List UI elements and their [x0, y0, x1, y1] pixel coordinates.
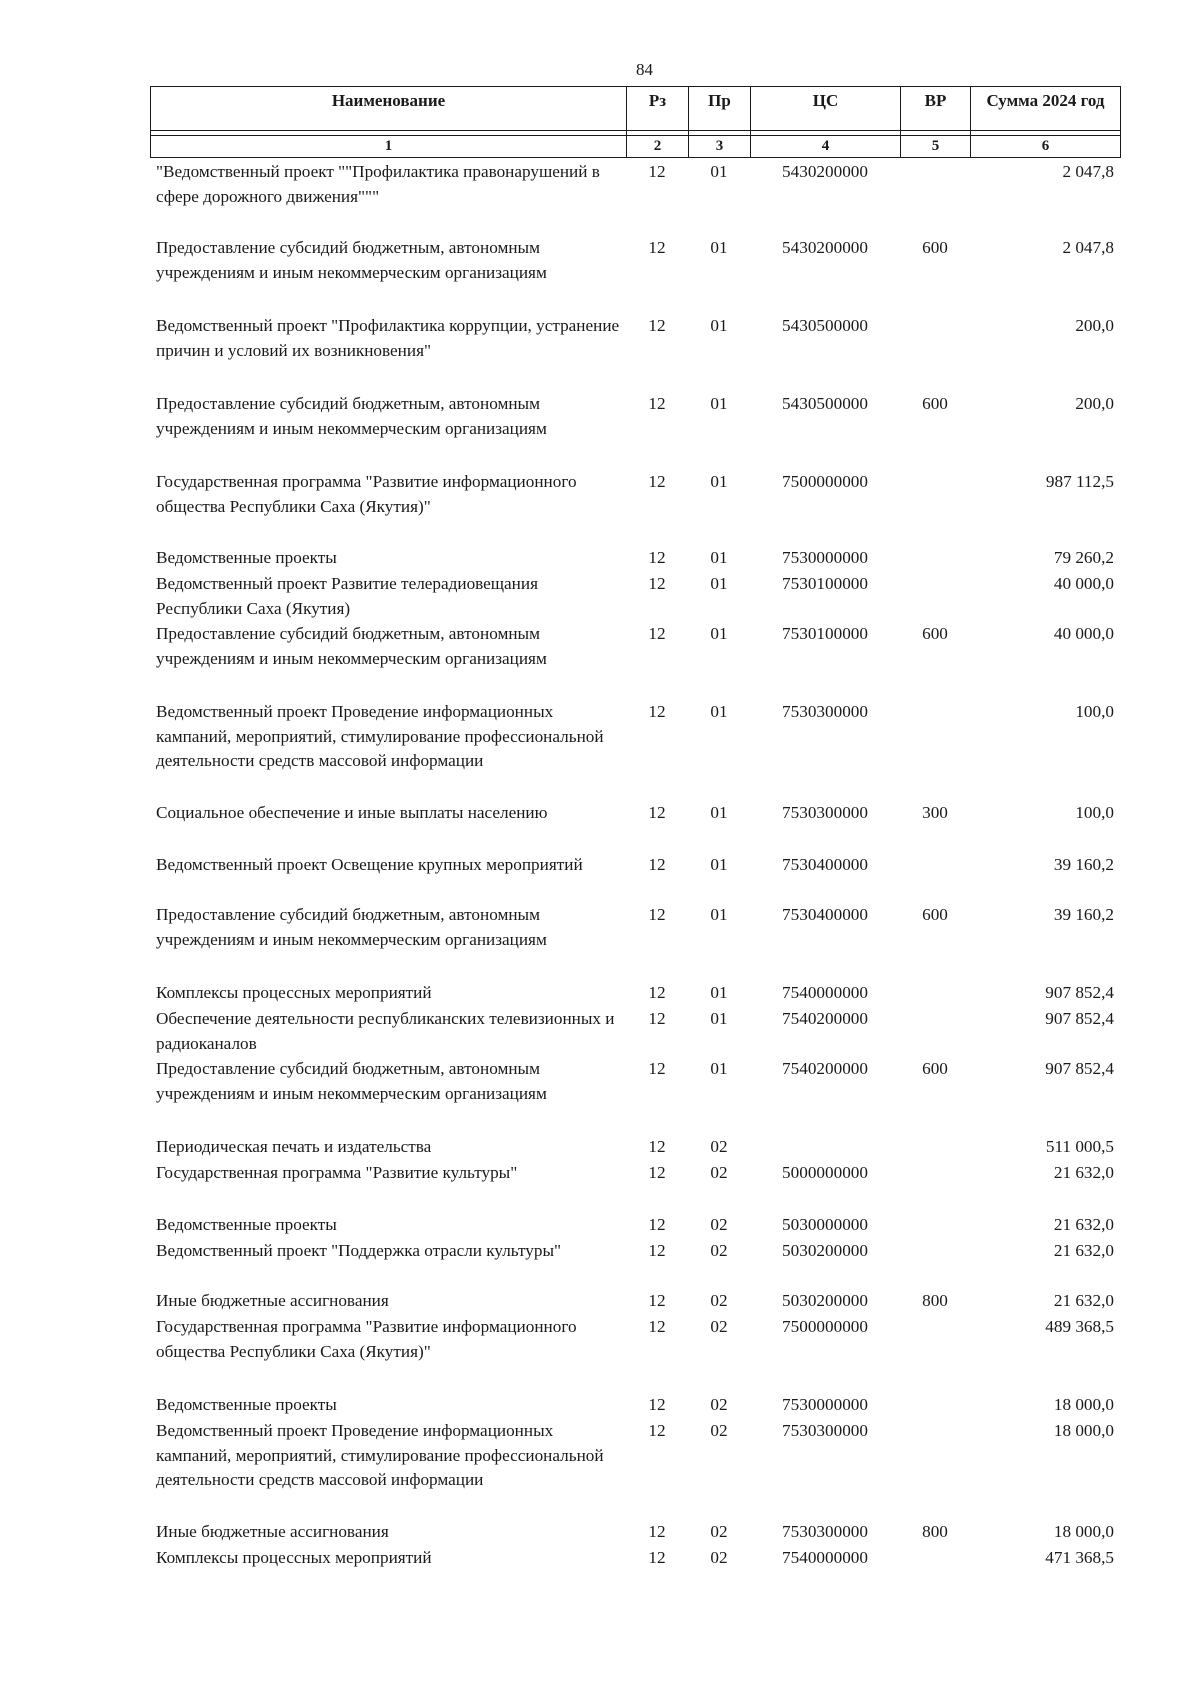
cell-name: Предоставление субсидий бюджетным, автономным учреждениям и иным некоммерческим организациям: [156, 905, 547, 949]
cell-sum: 511 000,5: [1045, 1137, 1114, 1156]
cell-pr: 02: [710, 1395, 728, 1414]
cell-rz: 12: [648, 1522, 666, 1541]
cell-vr: [900, 1135, 970, 1161]
cell-vr: 800: [922, 1291, 948, 1310]
cell-vr: 800: [922, 1522, 948, 1541]
cell-pr: 01: [710, 905, 728, 924]
cell-name: Предоставление субсидий бюджетным, автономным учреждениям и иным некоммерческим организациям: [156, 238, 547, 282]
table-header: [150, 86, 1121, 158]
cell-name: Предоставление субсидий бюджетным, автономным учреждениям и иным некоммерческим организациям: [156, 1059, 547, 1103]
table-row: [150, 1213, 1120, 1239]
cell-pr: 01: [710, 574, 728, 593]
cell-pr: 01: [710, 855, 728, 874]
cell-rz: 12: [648, 162, 666, 181]
cell-vr: [900, 700, 970, 801]
cell-sum: 39 160,2: [1053, 855, 1114, 874]
cell-cs: 7530100000: [782, 574, 868, 593]
cell-name: Государственная программа "Развитие культуры": [156, 1163, 518, 1182]
cell-pr: 01: [710, 162, 728, 181]
table-row: [150, 236, 1120, 314]
table-row: [150, 1315, 1120, 1393]
cell-name: Ведомственный проект "Профилактика коррупции, устранение причин и условий их возникновения": [156, 316, 620, 360]
cell-vr: [900, 546, 970, 572]
cell-rz: 12: [648, 1395, 666, 1414]
cell-pr: 01: [710, 1059, 728, 1078]
cell-sum: 200,0: [1075, 316, 1114, 335]
cell-sum: 2 047,8: [1062, 238, 1114, 257]
cell-vr: [900, 1419, 970, 1520]
cell-vr: 600: [922, 1059, 948, 1078]
table-row: [150, 622, 1120, 700]
cell-vr: [900, 1213, 970, 1239]
cell-sum: 21 632,0: [1053, 1163, 1114, 1182]
page-number: 84: [636, 60, 653, 79]
cell-vr: [900, 1393, 970, 1419]
cell-rz: 12: [648, 1009, 666, 1028]
cell-vr: 600: [922, 905, 948, 924]
budget-table: [150, 160, 1120, 1572]
cell-pr: 02: [710, 1215, 728, 1234]
cell-sum: 39 160,2: [1053, 905, 1114, 924]
cell-sum: 2 047,8: [1062, 162, 1114, 181]
cell-rz: 12: [648, 905, 666, 924]
cell-rz: 12: [648, 1421, 666, 1440]
header-rz: Рз: [627, 87, 689, 131]
cell-name: Ведомственный проект Развитие телерадиовещания Республики Саха (Якутия): [156, 574, 538, 618]
cell-cs: 7530300000: [782, 1421, 868, 1440]
cell-cs: 7530300000: [782, 803, 868, 822]
table-row: [150, 1007, 1120, 1057]
cell-name: Предоставление субсидий бюджетным, автономным учреждениям и иным некоммерческим организациям: [156, 624, 547, 668]
cell-vr: [900, 1161, 970, 1213]
cell-name: Комплексы процессных мероприятий: [156, 1548, 432, 1567]
cell-sum: 18 000,0: [1053, 1421, 1114, 1440]
table-row: [150, 1419, 1120, 1520]
cell-sum: 907 852,4: [1045, 1059, 1114, 1078]
cell-sum: 987 112,5: [1045, 472, 1114, 491]
cell-sum: 489 368,5: [1045, 1317, 1114, 1336]
table-row: [150, 470, 1120, 546]
cell-name: Ведомственные проекты: [156, 1215, 337, 1234]
cell-cs: 5030000000: [782, 1215, 868, 1234]
table-row: [150, 572, 1120, 622]
cell-pr: 02: [710, 1163, 728, 1182]
cell-cs: 5430500000: [782, 316, 868, 335]
cell-cs: 5430200000: [782, 238, 868, 257]
cell-name: "Ведомственный проект ""Профилактика правонарушений в сфере дорожного движения""": [156, 162, 600, 206]
cell-pr: 02: [710, 1241, 728, 1260]
table-row: [150, 1289, 1120, 1315]
cell-rz: 12: [648, 702, 666, 721]
cell-rz: 12: [648, 624, 666, 643]
cell-cs: 7530000000: [782, 1395, 868, 1414]
cell-pr: 02: [710, 1421, 728, 1440]
cell-pr: 02: [710, 1137, 728, 1156]
cell-name: Иные бюджетные ассигнования: [156, 1291, 389, 1310]
cell-name: Ведомственные проекты: [156, 548, 337, 567]
cell-name: Ведомственный проект Проведение информационных кампаний, мероприятий, стимулирование профессиональной деятельности средств массовой информации: [156, 702, 604, 770]
table-row: [150, 1393, 1120, 1419]
cell-cs: 7530000000: [782, 548, 868, 567]
cell-pr: 01: [710, 316, 728, 335]
cell-cs: 7500000000: [782, 472, 868, 491]
cell-vr: [900, 470, 970, 546]
cell-rz: 12: [648, 1548, 666, 1567]
cell-sum: 40 000,0: [1053, 624, 1114, 643]
cell-cs: 7500000000: [782, 1317, 868, 1336]
table-row: [150, 314, 1120, 392]
cell-pr: 01: [710, 702, 728, 721]
cell-name: Ведомственный проект Освещение крупных мероприятий: [156, 855, 583, 874]
cell-cs: 7540000000: [782, 983, 868, 1002]
cell-rz: 12: [648, 803, 666, 822]
cell-pr: 02: [710, 1317, 728, 1336]
cell-vr: [900, 1315, 970, 1393]
header-num-4: 4: [751, 136, 901, 158]
cell-name: Обеспечение деятельности республиканских телевизионных и радиоканалов: [156, 1009, 615, 1053]
cell-name: Периодическая печать и издательства: [156, 1137, 432, 1156]
cell-sum: 907 852,4: [1045, 983, 1114, 1002]
cell-sum: 18 000,0: [1053, 1395, 1114, 1414]
cell-name: Ведомственный проект Проведение информационных кампаний, мероприятий, стимулирование профессиональной деятельности средств массовой информации: [156, 1421, 604, 1489]
table-row: [150, 801, 1120, 853]
header-vr: ВР: [901, 87, 971, 131]
cell-cs: 7540200000: [782, 1009, 868, 1028]
cell-name: Ведомственный проект "Поддержка отрасли культуры": [156, 1241, 562, 1260]
cell-rz: 12: [648, 1241, 666, 1260]
cell-pr: 01: [710, 238, 728, 257]
cell-rz: 12: [648, 983, 666, 1002]
cell-sum: 100,0: [1075, 702, 1114, 721]
cell-vr: 600: [922, 394, 948, 413]
header-pr: Пр: [689, 87, 751, 131]
cell-vr: [900, 1546, 970, 1572]
cell-name: Ведомственные проекты: [156, 1395, 337, 1414]
cell-cs: 7530100000: [782, 624, 868, 643]
cell-rz: 12: [648, 1163, 666, 1182]
cell-pr: 02: [710, 1291, 728, 1310]
cell-vr: [900, 853, 970, 903]
table-row: [150, 1161, 1120, 1213]
cell-vr: 600: [922, 238, 948, 257]
cell-pr: 01: [710, 803, 728, 822]
cell-vr: 600: [922, 624, 948, 643]
table-row: [150, 1520, 1120, 1546]
table-row: [150, 1135, 1120, 1161]
cell-name: Предоставление субсидий бюджетным, автономным учреждениям и иным некоммерческим организациям: [156, 394, 547, 438]
cell-vr: [900, 314, 970, 392]
header-num-1: 1: [151, 136, 627, 158]
cell-name: Государственная программа "Развитие информационного общества Республики Саха (Якутия)": [156, 472, 577, 516]
cell-sum: 21 632,0: [1053, 1291, 1114, 1310]
cell-cs: [750, 1135, 900, 1161]
cell-rz: 12: [648, 472, 666, 491]
cell-rz: 12: [648, 548, 666, 567]
table-row: [150, 1546, 1120, 1572]
cell-cs: 7530300000: [782, 702, 868, 721]
cell-cs: 7540200000: [782, 1059, 868, 1078]
cell-sum: 200,0: [1075, 394, 1114, 413]
cell-cs: 7530400000: [782, 855, 868, 874]
cell-cs: 5430500000: [782, 394, 868, 413]
cell-vr: 300: [922, 803, 948, 822]
cell-rz: 12: [648, 1137, 666, 1156]
cell-pr: 01: [710, 472, 728, 491]
cell-sum: 18 000,0: [1053, 1522, 1114, 1541]
table-row: [150, 853, 1120, 903]
table-row: [150, 546, 1120, 572]
cell-cs: 5030200000: [782, 1291, 868, 1310]
header-name: Наименование: [151, 87, 627, 131]
cell-rz: 12: [648, 238, 666, 257]
cell-pr: 01: [710, 1009, 728, 1028]
cell-pr: 01: [710, 394, 728, 413]
table-row: [150, 1239, 1120, 1289]
cell-pr: 02: [710, 1522, 728, 1541]
cell-name: Государственная программа "Развитие информационного общества Республики Саха (Якутия)": [156, 1317, 577, 1361]
cell-cs: 7540000000: [782, 1548, 868, 1567]
cell-rz: 12: [648, 1215, 666, 1234]
cell-cs: 5430200000: [782, 162, 868, 181]
cell-vr: [900, 572, 970, 622]
table-row: [150, 392, 1120, 470]
header-num-5: 5: [901, 136, 971, 158]
cell-rz: 12: [648, 1317, 666, 1336]
cell-name: Комплексы процессных мероприятий: [156, 983, 432, 1002]
cell-cs: 7530300000: [782, 1522, 868, 1541]
cell-vr: [900, 981, 970, 1007]
cell-vr: [900, 1239, 970, 1289]
header-cs: ЦС: [751, 87, 901, 131]
cell-pr: 01: [710, 983, 728, 1002]
cell-sum: 907 852,4: [1045, 1009, 1114, 1028]
cell-rz: 12: [648, 316, 666, 335]
cell-vr: [900, 1007, 970, 1057]
cell-sum: 21 632,0: [1053, 1241, 1114, 1260]
cell-sum: 471 368,5: [1045, 1548, 1114, 1567]
table-row: [150, 160, 1120, 236]
header-sum: Сумма 2024 год: [971, 87, 1121, 131]
cell-rz: 12: [648, 574, 666, 593]
header-num-6: 6: [971, 136, 1121, 158]
cell-sum: 21 632,0: [1053, 1215, 1114, 1234]
header-num-2: 2: [627, 136, 689, 158]
cell-rz: 12: [648, 394, 666, 413]
cell-rz: 12: [648, 1059, 666, 1078]
table-row: [150, 1057, 1120, 1135]
cell-name: Иные бюджетные ассигнования: [156, 1522, 389, 1541]
cell-name: Социальное обеспечение и иные выплаты населению: [156, 803, 548, 822]
cell-pr: 01: [710, 624, 728, 643]
cell-sum: 100,0: [1075, 803, 1114, 822]
table-row: [150, 903, 1120, 981]
cell-rz: 12: [648, 1291, 666, 1310]
header-num-3: 3: [689, 136, 751, 158]
cell-cs: 5000000000: [782, 1163, 868, 1182]
cell-cs: 7530400000: [782, 905, 868, 924]
cell-sum: 79 260,2: [1053, 548, 1114, 567]
table-row: [150, 981, 1120, 1007]
table-row: [150, 700, 1120, 801]
cell-vr: [900, 160, 970, 236]
cell-rz: 12: [648, 855, 666, 874]
cell-sum: 40 000,0: [1053, 574, 1114, 593]
cell-cs: 5030200000: [782, 1241, 868, 1260]
cell-pr: 02: [710, 1548, 728, 1567]
cell-pr: 01: [710, 548, 728, 567]
